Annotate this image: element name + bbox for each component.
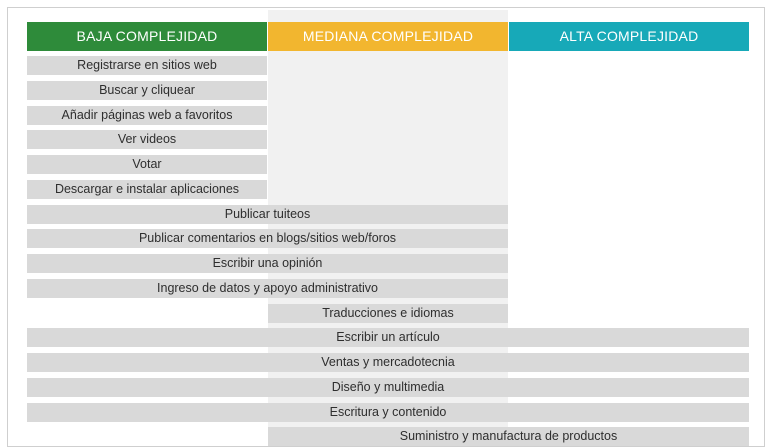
task-bar: Añadir páginas web a favoritos — [27, 106, 267, 125]
task-bar: Suministro y manufactura de productos — [268, 427, 749, 446]
task-bar: Escritura y contenido — [27, 403, 749, 422]
header-baja-complejidad: BAJA COMPLEJIDAD — [27, 22, 267, 51]
task-bar: Publicar comentarios en blogs/sitios web/foros — [27, 229, 508, 248]
task-bar: Escribir una opinión — [27, 254, 508, 273]
task-bar: Votar — [27, 155, 267, 174]
task-bar: Descargar e instalar aplicaciones — [27, 180, 267, 199]
task-bar: Diseño y multimedia — [27, 378, 749, 397]
task-bar: Registrarse en sitios web — [27, 56, 267, 75]
task-bar: Buscar y cliquear — [27, 81, 267, 100]
task-bar: Publicar tuiteos — [27, 205, 508, 224]
header-alta-complejidad: ALTA COMPLEJIDAD — [509, 22, 749, 51]
task-bar: Escribir un artículo — [27, 328, 749, 347]
task-bar: Ver videos — [27, 130, 267, 149]
header-mediana-complejidad: MEDIANA COMPLEJIDAD — [268, 22, 508, 51]
task-bar: Ventas y mercadotecnia — [27, 353, 749, 372]
task-bar: Ingreso de datos y apoyo administrativo — [27, 279, 508, 298]
task-bar: Traducciones e idiomas — [268, 304, 508, 323]
